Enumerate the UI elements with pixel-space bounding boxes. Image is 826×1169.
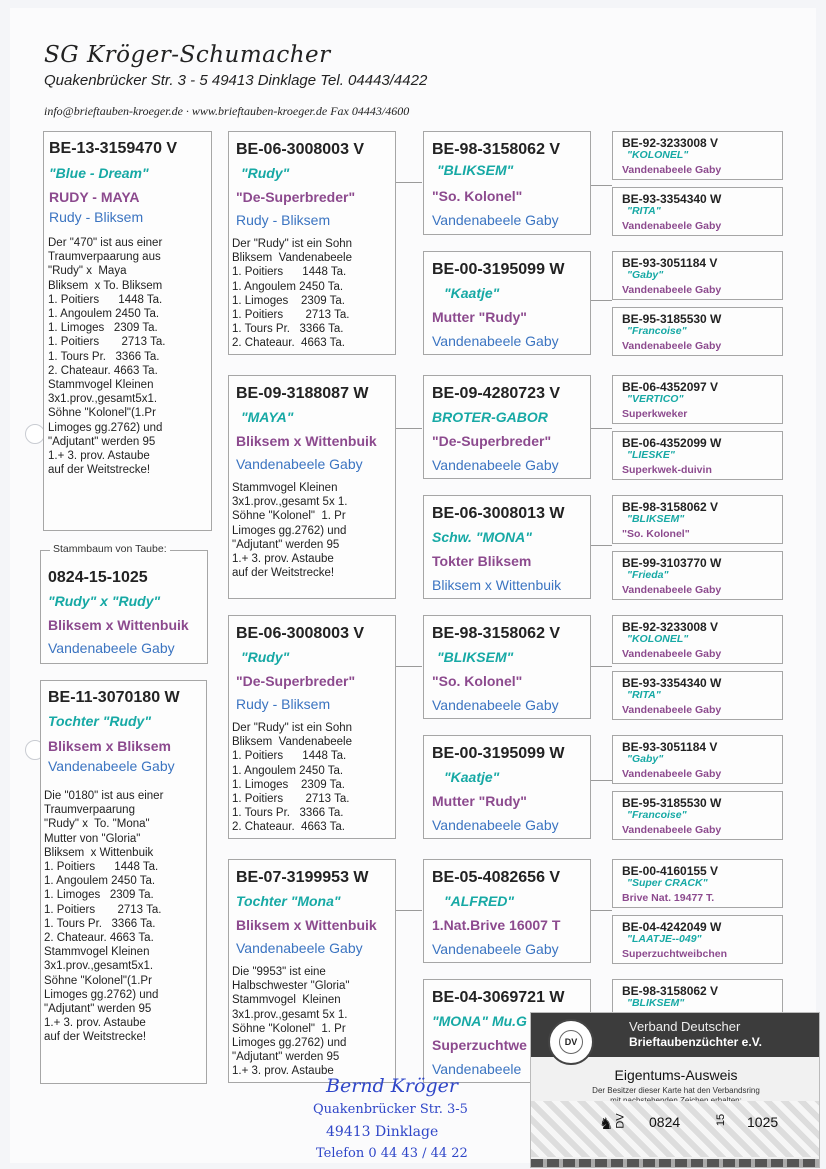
great-grandparent-sub: "So. Kolonel" bbox=[432, 188, 523, 204]
great-grandparent-ring: BE-09-4280723 V bbox=[432, 385, 561, 402]
grandparent-name: Tochter "Mona" bbox=[236, 893, 341, 909]
great-grandparent-line: Vandenabeele bbox=[432, 1061, 522, 1077]
ancestor-name: "VERTICO" bbox=[627, 393, 684, 405]
stamp-line: 49413 Dinklage bbox=[326, 1124, 439, 1140]
ancestor-box bbox=[612, 431, 783, 480]
great-grandparent-sub: "De-Superbreder" bbox=[432, 433, 552, 449]
mother-line: Bliksem x Bliksem bbox=[48, 738, 171, 754]
ancestor-sub: Vandenabeele Gaby bbox=[622, 704, 722, 716]
connector bbox=[590, 545, 612, 546]
card-title: Eigentums-Ausweis bbox=[614, 1067, 738, 1083]
grandparent-ring: BE-07-3199953 W bbox=[236, 869, 369, 886]
great-grandparent-box bbox=[423, 615, 591, 719]
ancestor-sub: Vandenabeele Gaby bbox=[622, 284, 722, 296]
great-grandparent-ring: BE-98-3158062 V bbox=[432, 625, 561, 642]
loft-address: Quakenbrücker Str. 3 - 5 49413 Dinklage Tel. 04443/4422 bbox=[44, 72, 428, 89]
ancestor-box bbox=[612, 915, 783, 964]
ancestor-box bbox=[612, 375, 783, 424]
ancestor-name: "Gaby" bbox=[627, 269, 664, 281]
ancestor-ring: BE-92-3233008 V bbox=[622, 620, 719, 634]
great-grandparent-line: Vandenabeele Gaby bbox=[432, 697, 559, 713]
card-footer bbox=[531, 1159, 820, 1168]
ancestor-ring: BE-95-3185530 W bbox=[622, 796, 722, 810]
ancestor-box bbox=[612, 187, 783, 236]
loft-contact: info@brieftauben-kroeger.de · www.brieftauben-kroeger.de Fax 04443/4600 bbox=[44, 104, 410, 118]
grandparent-ring: BE-09-3188087 W bbox=[236, 385, 369, 402]
great-grandparent-line: Vandenabeele Gaby bbox=[432, 212, 559, 228]
mother-breeder: Vandenabeele Gaby bbox=[48, 758, 175, 774]
ancestor-box bbox=[612, 551, 783, 600]
ancestor-ring: BE-93-3354340 W bbox=[622, 676, 722, 690]
subject-breeder: Vandenabeele Gaby bbox=[48, 640, 175, 656]
ancestor-sub: Vandenabeele Gaby bbox=[622, 648, 722, 660]
ring-number-part: 1025 bbox=[747, 1114, 779, 1130]
great-grandparent-name: "Kaatje" bbox=[444, 285, 500, 301]
mother-box bbox=[40, 680, 207, 1084]
great-grandparent-line: Vandenabeele Gaby bbox=[432, 457, 559, 473]
ancestor-name: "KOLONEL" bbox=[627, 149, 689, 161]
connector bbox=[396, 666, 422, 667]
ancestor-box bbox=[612, 615, 783, 664]
grandparent-description: Der "Rudy" ist ein Sohn Bliksem Vandenabeele 1. Poitiers 1448 Ta. 1. Angoulem 2450 Ta. 1. Limoges 2309 Ta. 1. Poitiers 2713 Ta. 1. Tours Pr. 3366 Ta. 2. Chateaur. 4663 Ta. bbox=[232, 722, 353, 834]
great-grandparent-sub: Mutter "Rudy" bbox=[432, 793, 527, 809]
ancestor-name: "LIESKE" bbox=[627, 449, 675, 461]
ancestor-sub: Superkweker bbox=[622, 408, 688, 420]
ring-prefix: DV bbox=[614, 1113, 627, 1129]
grandparent-description: Stammvogel Kleinen 3x1.prov.,gesamt 5x 1. Söhne "Kolonel" 1. Pr Limoges gg.2762) und "Adjutant" werden 95 1.+ 3. prov. Astaube auf der Weitstrecke! bbox=[232, 482, 348, 580]
great-grandparent-box bbox=[423, 735, 591, 839]
ring-year: 15 bbox=[715, 1113, 728, 1127]
great-grandparent-line: Vandenabeele Gaby bbox=[432, 817, 559, 833]
great-grandparent-box bbox=[423, 859, 591, 963]
ancestor-ring: BE-93-3051184 V bbox=[622, 256, 718, 270]
subject-box bbox=[40, 550, 208, 664]
ancestor-name: "Francoise" bbox=[627, 809, 687, 821]
card-org-line1: Verband Deutscher bbox=[629, 1019, 741, 1034]
great-grandparent-name: "BLIKSEM" bbox=[437, 162, 514, 178]
ancestor-name: "Francoise" bbox=[627, 325, 687, 337]
grandparent-box bbox=[228, 859, 396, 1083]
great-grandparent-name: "Kaatje" bbox=[444, 769, 500, 785]
stamp-line: Telefon 0 44 43 / 44 22 bbox=[316, 1146, 468, 1161]
connector bbox=[396, 428, 422, 429]
ancestor-ring: BE-04-4242049 W bbox=[622, 920, 722, 934]
stammbaum-label: Stammbaum von Taube: bbox=[50, 543, 170, 555]
ancestor-sub: Superkwek-duivin bbox=[622, 464, 712, 476]
ancestor-ring: BE-92-3233008 V bbox=[622, 136, 719, 150]
great-grandparent-name: "MONA" Mu.G bbox=[432, 1013, 527, 1029]
grandparent-line: Rudy - Bliksem bbox=[236, 696, 331, 712]
card-org-line2: Brieftaubenzüchter e.V. bbox=[629, 1035, 762, 1049]
great-grandparent-sub: Tokter Bliksem bbox=[432, 553, 532, 569]
great-grandparent-ring: BE-05-4082656 V bbox=[432, 869, 561, 886]
ancestor-name: "LAATJE--049" bbox=[627, 933, 702, 945]
ancestor-name: "BLIKSEM" bbox=[627, 997, 685, 1009]
ancestor-ring: BE-93-3051184 V bbox=[622, 740, 718, 754]
seal-letters: DV bbox=[559, 1030, 583, 1054]
great-grandparent-line: Vandenabeele Gaby bbox=[432, 941, 559, 957]
connector bbox=[590, 910, 612, 911]
grandparent-name: "MAYA" bbox=[241, 409, 294, 425]
grandparent-box bbox=[228, 615, 396, 839]
ancestor-box bbox=[612, 251, 783, 300]
subject-name: "Rudy" x "Rudy" bbox=[48, 593, 161, 609]
ancestor-name: "BLIKSEM" bbox=[627, 513, 685, 525]
grandparent-sub: Bliksem x Wittenbuik bbox=[236, 917, 377, 933]
connector bbox=[590, 300, 612, 301]
ancestor-ring: BE-06-4352099 W bbox=[622, 436, 722, 450]
great-grandparent-name: "BLIKSEM" bbox=[437, 649, 514, 665]
ancestor-box bbox=[612, 791, 783, 840]
stamp-line: Quakenbrücker Str. 3-5 bbox=[313, 1102, 468, 1117]
great-grandparent-sub: "So. Kolonel" bbox=[432, 673, 523, 689]
ancestor-sub: Vandenabeele Gaby bbox=[622, 220, 722, 232]
ancestor-ring: BE-00-4160155 V bbox=[622, 864, 719, 878]
ancestor-sub: Vandenabeele Gaby bbox=[622, 164, 722, 176]
subject-ring: 0824-15-1025 bbox=[48, 569, 148, 586]
subject-line: Bliksem x Wittenbuik bbox=[48, 617, 189, 633]
loft-name: SG Kröger-Schumacher bbox=[44, 42, 331, 68]
great-grandparent-line: Vandenabeele Gaby bbox=[432, 333, 559, 349]
great-grandparent-box bbox=[423, 131, 591, 235]
connector bbox=[590, 780, 612, 781]
grandparent-sub: "De-Superbreder" bbox=[236, 673, 356, 689]
ancestor-sub: Vandenabeele Gaby bbox=[622, 824, 722, 836]
ownership-card bbox=[530, 1012, 820, 1168]
great-grandparent-sub: Superzuchtwe bbox=[432, 1037, 527, 1053]
ancestor-sub: Vandenabeele Gaby bbox=[622, 768, 722, 780]
connector bbox=[590, 185, 612, 186]
card-text: Der Besitzer dieser Karte hat den Verbandsring bbox=[592, 1086, 760, 1095]
father-name: "Blue - Dream" bbox=[49, 165, 149, 181]
signature: Bernd Kröger bbox=[326, 1075, 458, 1097]
ancestor-sub: Vandenabeele Gaby bbox=[622, 340, 722, 352]
grandparent-sub: "De-Superbreder" bbox=[236, 189, 356, 205]
grandparent-name: "Rudy" bbox=[241, 649, 290, 665]
ancestor-name: "Super CRACK" bbox=[627, 877, 708, 889]
grandparent-line: Rudy - Bliksem bbox=[236, 212, 331, 228]
mother-ring: BE-11-3070180 W bbox=[48, 689, 180, 706]
ancestor-ring: BE-93-3354340 W bbox=[622, 192, 722, 206]
ancestor-sub: "So. Kolonel" bbox=[622, 528, 690, 540]
ring-number-part: 0824 bbox=[649, 1114, 681, 1130]
ancestor-name: "Frieda" bbox=[627, 569, 669, 581]
grandparent-description: Die "9953" ist eine Halbschwester "Gloria" Stammvogel Kleinen 3x1.prov.,gesamt 5x 1. Söhne "Kolonel" 1. Pr Limoges gg.2762) und "Adjutant" werden 95 1.+ 3. prov. Astaube bbox=[232, 966, 350, 1078]
great-grandparent-ring: BE-06-3008013 W bbox=[432, 505, 565, 522]
great-grandparent-name: Schw. "MONA" bbox=[432, 529, 532, 545]
ancestor-ring: BE-99-3103770 W bbox=[622, 556, 722, 570]
connector bbox=[590, 666, 612, 667]
grandparent-description: Der "Rudy" ist ein Sohn Bliksem Vandenabeele 1. Poitiers 1448 Ta. 1. Angoulem 2450 Ta. 1. Limoges 2309 Ta. 1. Poitiers 2713 Ta. 1. Tours Pr. 3366 Ta. 2. Chateaur. 4663 Ta. bbox=[232, 238, 353, 350]
punch-hole bbox=[25, 424, 45, 444]
great-grandparent-box bbox=[423, 495, 591, 599]
grandparent-box bbox=[228, 131, 396, 355]
ancestor-sub: Vandenabeele Gaby bbox=[622, 584, 722, 596]
connector bbox=[396, 182, 422, 183]
ancestor-ring: BE-98-3158062 V bbox=[622, 984, 719, 998]
great-grandparent-sub: 1.Nat.Brive 16007 T bbox=[432, 917, 561, 933]
father-description: Der "470" ist aus einer Traumverpaarung aus "Rudy" x Maya Bliksem x To. Bliksem 1. Poitiers 1448 Ta. 1. Angoulem 2450 Ta. 1. Limoges 2309 Ta. 1. Poitiers 2713 Ta. 1. Tours Pr. 3366 Ta. 2. Chateaur. 4663 Ta. Stammvogel Kleinen 3x1.prov.,gesamt5x1. Söhne "Kolonel"(1.Pr Limoges gg.2762) und "Adjutant" werden 95 1.+ 3. prov. Astaube auf der Weitstrecke! bbox=[48, 237, 166, 477]
great-grandparent-box bbox=[423, 251, 591, 355]
ancestor-box bbox=[612, 131, 783, 180]
connector bbox=[590, 428, 612, 429]
father-pair: RUDY - MAYA bbox=[49, 189, 140, 205]
connector bbox=[396, 910, 422, 911]
mother-name: Tochter "Rudy" bbox=[48, 713, 151, 729]
ancestor-name: "RITA" bbox=[627, 205, 661, 217]
father-ring: BE-13-3159470 V bbox=[49, 140, 178, 157]
grandparent-name: "Rudy" bbox=[241, 165, 290, 181]
ancestor-box bbox=[612, 859, 783, 908]
great-grandparent-ring: BE-98-3158062 V bbox=[432, 141, 561, 158]
grandparent-ring: BE-06-3008003 V bbox=[236, 141, 365, 158]
great-grandparent-ring: BE-04-3069721 W bbox=[432, 989, 565, 1006]
mother-description: Die "0180" ist aus einer Traumverpaarung "Rudy" x To. "Mona" Mutter von "Gloria" Bliksem x Wittenbuik 1. Poitiers 1448 Ta. 1. Angoulem 2450 Ta. 1. Limoges 2309 Ta. 1. Poitiers 2713 Ta. 1. Tours Pr. 3366 Ta. 2. Chateaur. 4663 Ta. Stammvogel Kleinen 3x1.prov.,gesamt5x1. Söhne "Kolonel"(1.Pr Limoges gg.2762) und "Adjutant" werden 95 1.+ 3. prov. Astaube auf der Weitstrecke! bbox=[44, 790, 164, 1044]
ancestor-ring: BE-95-3185530 W bbox=[622, 312, 722, 326]
ancestor-sub: Superzuchtweibchen bbox=[622, 948, 728, 960]
ancestor-name: "RITA" bbox=[627, 689, 661, 701]
grandparent-box bbox=[228, 375, 396, 599]
great-grandparent-ring: BE-00-3195099 W bbox=[432, 261, 565, 278]
pigeon-icon: ♞ bbox=[599, 1116, 614, 1133]
association-seal-icon bbox=[548, 1019, 594, 1065]
great-grandparent-name: "ALFRED" bbox=[444, 893, 515, 909]
father-box bbox=[43, 131, 212, 531]
father-line: Rudy - Bliksem bbox=[49, 209, 144, 225]
great-grandparent-ring: BE-00-3195099 W bbox=[432, 745, 565, 762]
great-grandparent-sub: Mutter "Rudy" bbox=[432, 309, 527, 325]
ancestor-box bbox=[612, 671, 783, 720]
great-grandparent-line: Bliksem x Wittenbuik bbox=[432, 577, 562, 593]
great-grandparent-box bbox=[423, 375, 591, 479]
grandparent-line: Vandenabeele Gaby bbox=[236, 456, 363, 472]
grandparent-line: Vandenabeele Gaby bbox=[236, 940, 363, 956]
ancestor-name: "Gaby" bbox=[627, 753, 664, 765]
ancestor-sub: Brive Nat. 19477 T. bbox=[622, 892, 715, 904]
ancestor-box bbox=[612, 495, 783, 544]
grandparent-sub: Bliksem x Wittenbuik bbox=[236, 433, 377, 449]
great-grandparent-name: BROTER-GABOR bbox=[432, 409, 548, 425]
ancestor-box bbox=[612, 735, 783, 784]
ancestor-name: "KOLONEL" bbox=[627, 633, 689, 645]
ancestor-box bbox=[612, 307, 783, 356]
grandparent-ring: BE-06-3008003 V bbox=[236, 625, 365, 642]
ancestor-ring: BE-06-4352097 V bbox=[622, 380, 719, 394]
ancestor-ring: BE-98-3158062 V bbox=[622, 500, 719, 514]
